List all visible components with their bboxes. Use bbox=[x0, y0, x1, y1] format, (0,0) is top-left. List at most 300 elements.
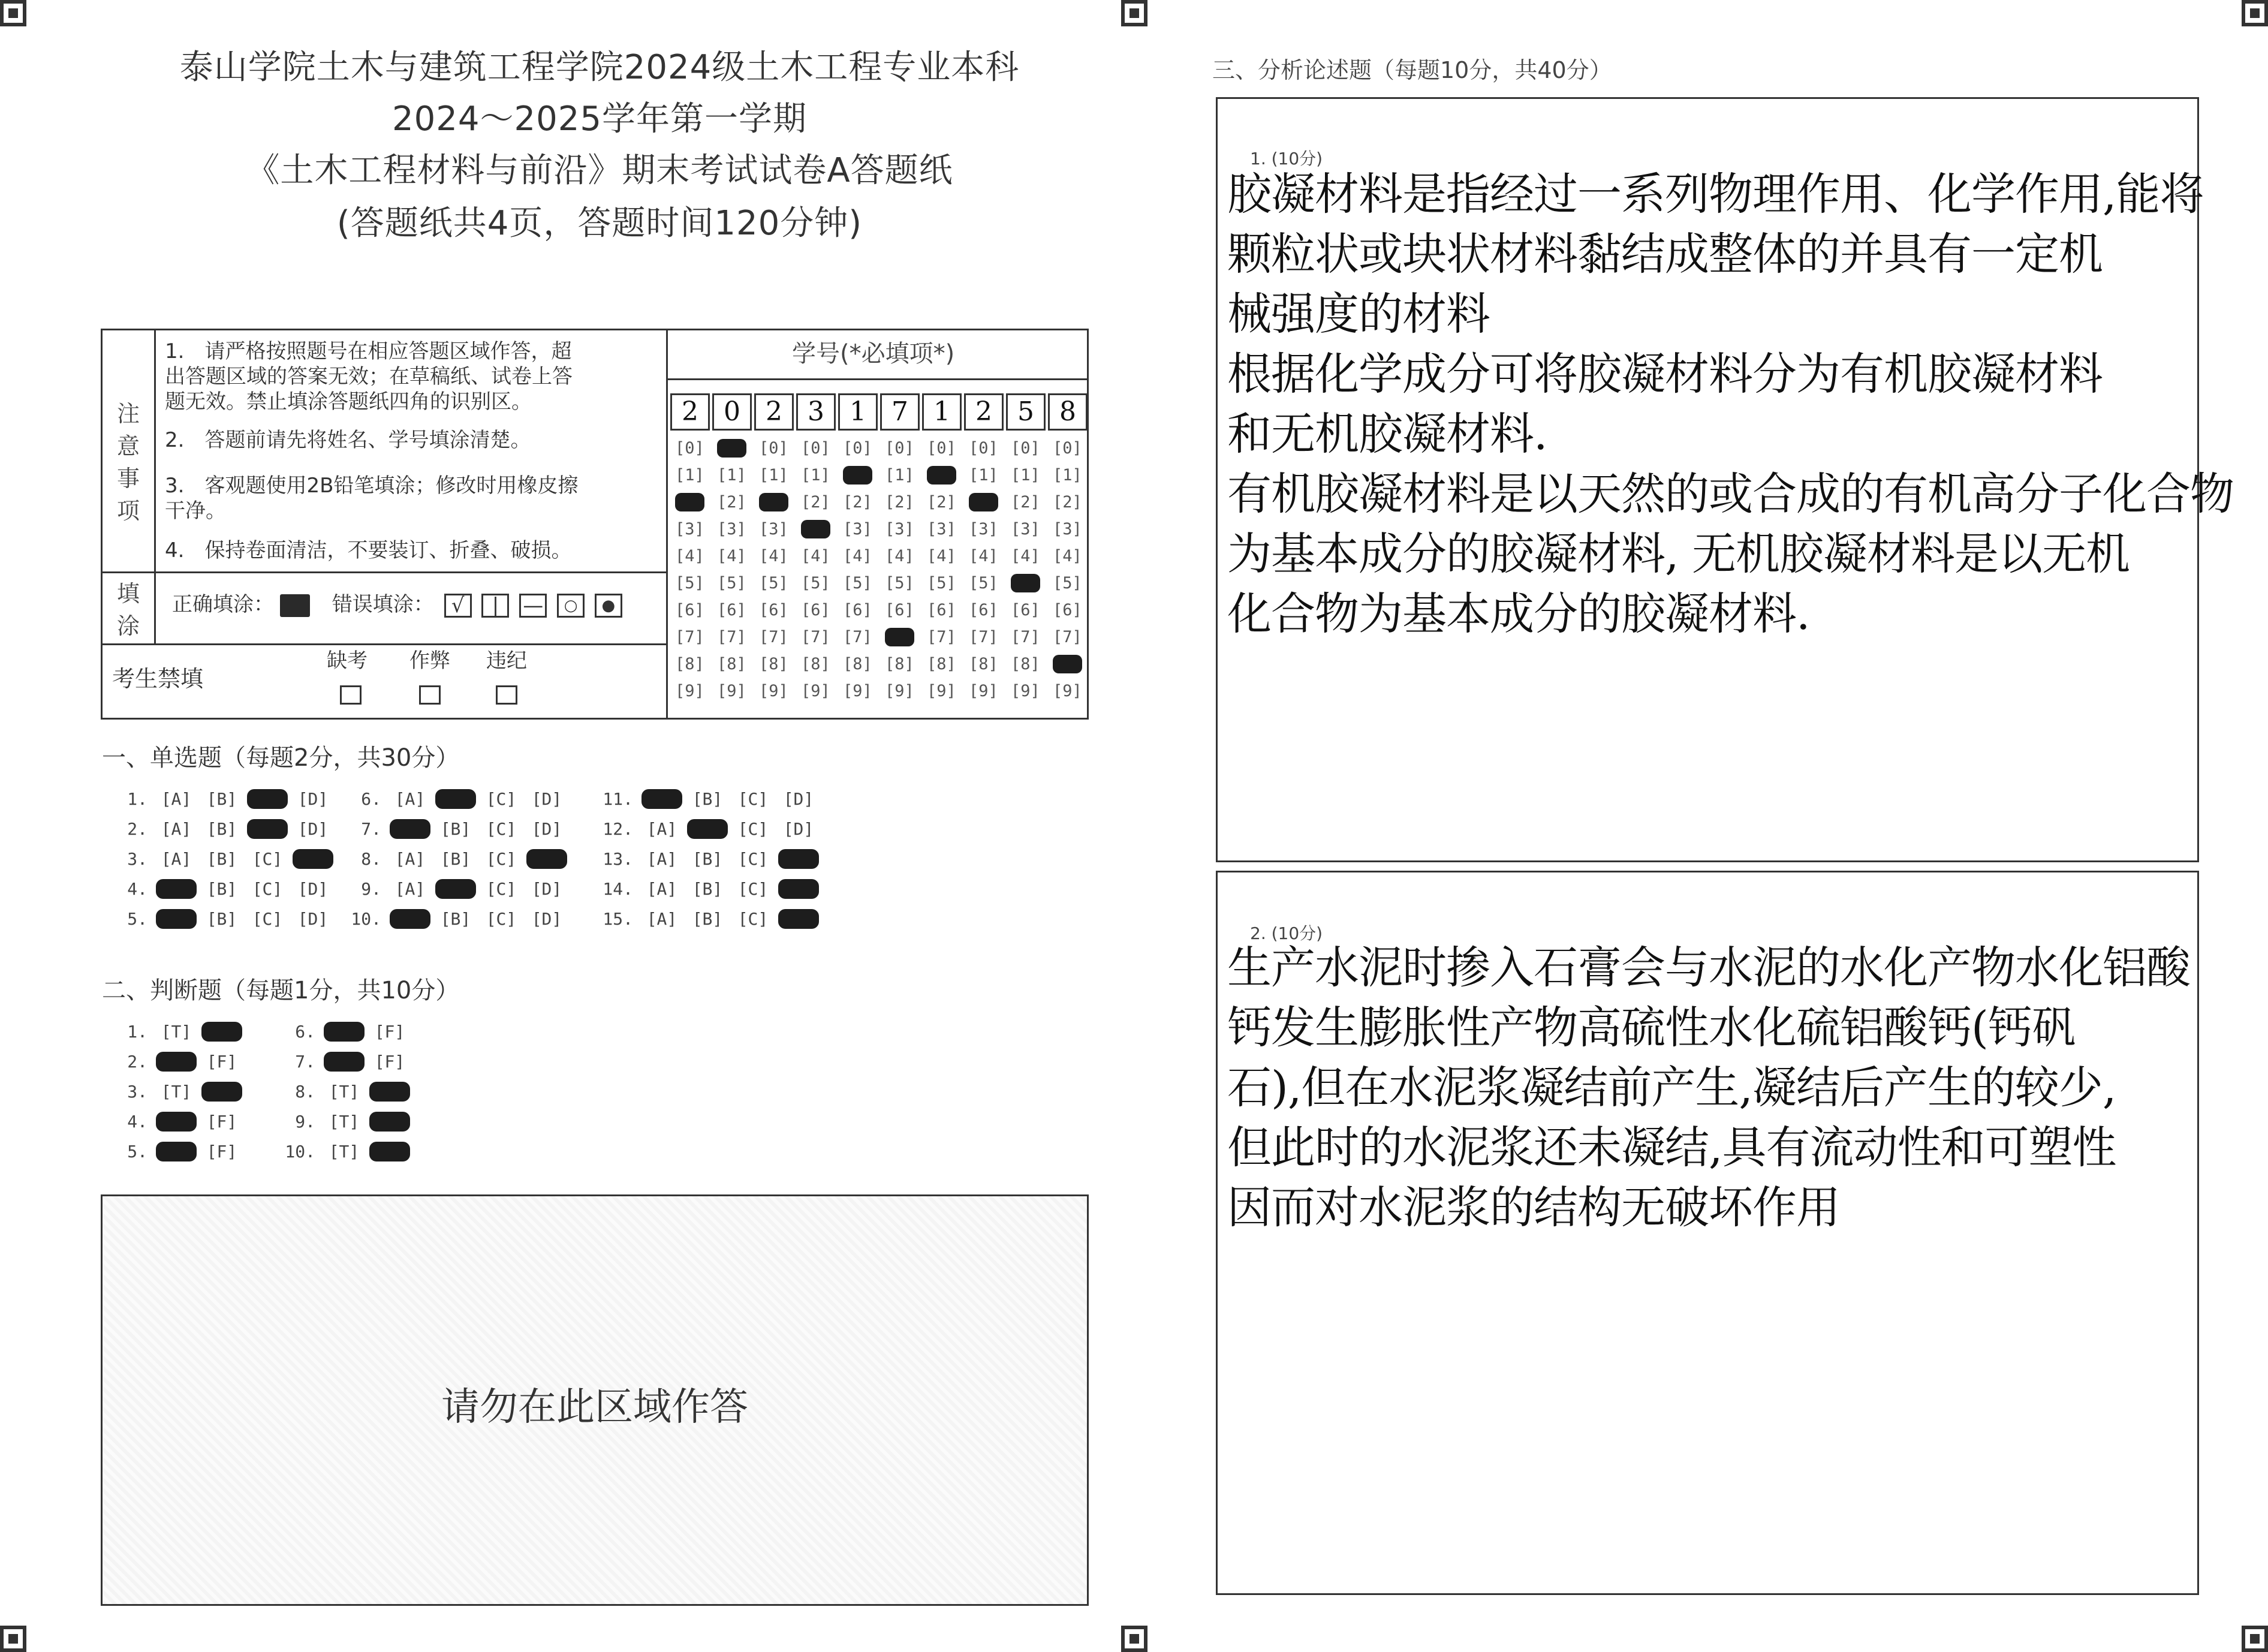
id-bubble[interactable]: [0] bbox=[1053, 439, 1082, 458]
question-number: 15. bbox=[603, 909, 633, 929]
id-bubble[interactable]: [8] bbox=[969, 655, 998, 673]
option-bubble[interactable]: [A] bbox=[161, 819, 192, 839]
section2-title: 二、判断题（每题1分，共10分） bbox=[102, 977, 460, 1004]
option-bubble[interactable]: [F] bbox=[206, 1052, 237, 1072]
notice-line-4: 2. 答题前请先将姓名、学号填涂清楚。 bbox=[165, 428, 531, 452]
student-id-digit: 1 bbox=[922, 393, 962, 431]
option-bubble[interactable]: [D] bbox=[783, 819, 814, 839]
question-number: 2. bbox=[127, 819, 147, 839]
option-bubble[interactable]: [D] bbox=[297, 909, 329, 929]
option-bubble[interactable]: [B] bbox=[206, 909, 237, 929]
single-choice-row bbox=[600, 819, 824, 839]
fill-rule-row bbox=[172, 592, 622, 618]
id-bubble[interactable]: [3] bbox=[759, 520, 788, 538]
id-bubble[interactable]: [0] bbox=[1011, 439, 1040, 458]
id-bubble[interactable]: [2] bbox=[717, 493, 746, 511]
section3-title: 三、分析论述题（每题10分，共40分） bbox=[1212, 57, 1612, 83]
option-bubble[interactable]: [B] bbox=[206, 879, 237, 899]
id-bubble[interactable]: [5] bbox=[717, 574, 746, 592]
id-bubble[interactable]: [2] bbox=[1053, 493, 1082, 511]
id-bubble[interactable]: [8] bbox=[843, 655, 872, 673]
single-choice-row bbox=[600, 909, 824, 929]
handwritten-line: 生产水泥时掺入石膏会与水泥的水化产物水化铝酸 bbox=[1227, 942, 2190, 994]
option-bubble[interactable]: [A] bbox=[161, 789, 192, 809]
id-bubble[interactable]: [7] bbox=[801, 628, 830, 646]
option-bubble-filled[interactable] bbox=[293, 849, 333, 869]
question-number: 5. bbox=[127, 909, 147, 929]
handwritten-line: 颗粒状或块状材料黏结成整体的并具有一定机 bbox=[1227, 228, 2103, 280]
option-bubble[interactable]: [B] bbox=[692, 849, 723, 869]
id-bubble[interactable]: [3] bbox=[675, 520, 704, 538]
id-bubble[interactable]: [0] bbox=[843, 439, 872, 458]
forbidden-label: 考生禁填 bbox=[112, 666, 204, 692]
registration-mark-top-left bbox=[0, 0, 26, 26]
question-number: 8. bbox=[295, 1082, 315, 1102]
option-bubble[interactable]: [B] bbox=[692, 909, 723, 929]
id-bubble[interactable]: [9] bbox=[843, 682, 872, 700]
option-bubble-filled[interactable] bbox=[369, 1082, 410, 1102]
id-bubble[interactable]: [6] bbox=[927, 601, 956, 619]
id-bubble[interactable]: [9] bbox=[717, 682, 746, 700]
id-bubble[interactable]: [2] bbox=[885, 493, 914, 511]
student-id-digit: 7 bbox=[880, 393, 920, 431]
option-bubble[interactable]: [T] bbox=[329, 1082, 360, 1102]
question-number: 13. bbox=[603, 849, 633, 869]
id-bubble[interactable]: [6] bbox=[969, 601, 998, 619]
wrong-mark-check: √ bbox=[444, 594, 472, 618]
section1-title: 一、单选题（每题2分，共30分） bbox=[102, 744, 460, 772]
question-number: 1. bbox=[127, 1022, 147, 1042]
option-bubble[interactable]: [F] bbox=[374, 1022, 405, 1042]
option-bubble[interactable]: [C] bbox=[737, 849, 769, 869]
id-bubble[interactable]: [2] bbox=[927, 493, 956, 511]
notice-line-5: 3. 客观题使用2B铅笔填涂；修改时用橡皮擦 bbox=[165, 474, 579, 498]
question-number: 11. bbox=[603, 789, 633, 809]
id-bubble[interactable]: [5] bbox=[801, 574, 830, 592]
option-bubble-filled[interactable] bbox=[435, 789, 476, 809]
id-bubble[interactable]: [9] bbox=[801, 682, 830, 700]
id-bubble[interactable]: [6] bbox=[1053, 601, 1082, 619]
single-choice-row bbox=[114, 849, 338, 869]
student-id-digit: 2 bbox=[670, 393, 710, 431]
header-line-4: (答题纸共4页，答题时间120分钟) bbox=[336, 204, 863, 243]
cheat-checkbox[interactable] bbox=[419, 685, 441, 705]
id-bubble[interactable]: [9] bbox=[1053, 682, 1082, 700]
option-bubble[interactable]: [D] bbox=[531, 909, 562, 929]
divider bbox=[666, 378, 1087, 380]
true-false-row bbox=[282, 1142, 415, 1161]
option-bubble[interactable]: [D] bbox=[783, 789, 814, 809]
answer-box-q2[interactable] bbox=[1216, 871, 2199, 1595]
option-bubble[interactable]: [C] bbox=[252, 849, 283, 869]
id-bubble-filled[interactable] bbox=[675, 493, 704, 511]
id-bubble-filled[interactable] bbox=[759, 493, 788, 511]
wrong-mark-dot: ● bbox=[595, 594, 622, 618]
option-bubble-filled[interactable] bbox=[156, 879, 197, 899]
q1-label: 1. (10分) bbox=[1250, 149, 1323, 168]
absent-checkbox[interactable] bbox=[340, 685, 362, 705]
answer-box-q1[interactable] bbox=[1216, 97, 2234, 862]
handwritten-line: 但此时的水泥浆还未凝结,具有流动性和可塑性 bbox=[1227, 1122, 2116, 1173]
divider bbox=[103, 643, 666, 645]
question-number: 3. bbox=[127, 1082, 147, 1102]
single-choice-row bbox=[348, 909, 572, 929]
student-id-digit: 8 bbox=[1048, 393, 1088, 431]
option-bubble[interactable]: [B] bbox=[692, 879, 723, 899]
question-number: 7. bbox=[295, 1052, 315, 1072]
id-bubble[interactable]: [1] bbox=[801, 466, 830, 485]
true-false-row bbox=[282, 1112, 415, 1132]
question-number: 14. bbox=[603, 879, 633, 899]
id-bubble[interactable]: [8] bbox=[717, 655, 746, 673]
registration-mark-top-center bbox=[1121, 0, 1147, 26]
id-bubble-filled[interactable] bbox=[843, 466, 872, 485]
option-bubble-filled[interactable] bbox=[369, 1142, 410, 1161]
fill-wrong-label: 错误填涂： bbox=[332, 592, 434, 616]
id-bubble[interactable]: [8] bbox=[885, 655, 914, 673]
option-bubble[interactable]: [B] bbox=[206, 819, 237, 839]
no-answer-zone bbox=[101, 1194, 1089, 1606]
student-id-digit: 2 bbox=[964, 393, 1004, 431]
id-bubble[interactable]: [1] bbox=[969, 466, 998, 485]
true-false-row bbox=[282, 1022, 415, 1042]
id-bubble[interactable]: [4] bbox=[1011, 547, 1040, 565]
option-bubble-filled[interactable] bbox=[778, 849, 819, 869]
single-choice-row bbox=[114, 819, 338, 839]
id-bubble[interactable]: [2] bbox=[801, 493, 830, 511]
handwritten-line: 胶凝材料是指经过一系列物理作用、化学作用,能将 bbox=[1227, 168, 2204, 220]
id-bubble[interactable]: [7] bbox=[717, 628, 746, 646]
handwritten-line: 因而对水泥浆的结构无破坏作用 bbox=[1227, 1182, 1840, 1233]
option-bubble-filled[interactable] bbox=[778, 879, 819, 899]
id-bubble[interactable]: [4] bbox=[1053, 547, 1082, 565]
question-number: 4. bbox=[127, 879, 147, 899]
id-bubble[interactable]: [6] bbox=[843, 601, 872, 619]
student-id-digit: 2 bbox=[754, 393, 794, 431]
question-number: 9. bbox=[361, 879, 381, 899]
notice-line-3: 题无效。禁止填涂答题纸四角的识别区。 bbox=[165, 390, 532, 414]
id-bubble-filled[interactable] bbox=[969, 493, 998, 511]
single-choice-row bbox=[600, 789, 824, 809]
id-bubble[interactable]: [1] bbox=[885, 466, 914, 485]
id-bubble[interactable]: [9] bbox=[675, 682, 704, 700]
id-bubble[interactable]: [4] bbox=[843, 547, 872, 565]
question-number: 3. bbox=[127, 849, 147, 869]
single-choice-row bbox=[114, 789, 338, 809]
wrong-mark-dash: — bbox=[519, 594, 547, 618]
single-choice-row bbox=[600, 879, 824, 899]
option-bubble[interactable]: [B] bbox=[440, 909, 471, 929]
id-bubble[interactable]: [5] bbox=[759, 574, 788, 592]
handwritten-line: 钙发生膨胀性产物高硫性水化硫铝酸钙(钙矾 bbox=[1227, 1002, 2076, 1054]
option-bubble[interactable]: [B] bbox=[440, 819, 471, 839]
id-bubble[interactable]: [7] bbox=[759, 628, 788, 646]
id-bubble[interactable]: [5] bbox=[675, 574, 704, 592]
id-bubble[interactable]: [7] bbox=[1011, 628, 1040, 646]
notice-line-6: 干净。 bbox=[165, 499, 226, 523]
id-bubble[interactable]: [7] bbox=[969, 628, 998, 646]
question-number: 1. bbox=[127, 789, 147, 809]
id-bubble-filled[interactable] bbox=[1053, 655, 1082, 673]
option-bubble[interactable]: [D] bbox=[297, 789, 329, 809]
id-bubble[interactable]: [1] bbox=[1053, 466, 1082, 485]
option-bubble-filled[interactable] bbox=[526, 849, 567, 869]
forbidden-violation-label: 违纪 bbox=[486, 649, 527, 673]
option-bubble[interactable]: [C] bbox=[737, 789, 769, 809]
violation-checkbox[interactable] bbox=[496, 685, 517, 705]
id-bubble[interactable]: [4] bbox=[927, 547, 956, 565]
correct-fill-sample bbox=[280, 594, 310, 617]
id-bubble[interactable]: [4] bbox=[675, 547, 704, 565]
option-bubble[interactable]: [C] bbox=[252, 879, 283, 899]
no-answer-text: 请勿在此区域作答 bbox=[441, 1385, 748, 1430]
question-number: 5. bbox=[127, 1142, 147, 1161]
option-bubble[interactable]: [A] bbox=[646, 849, 677, 869]
option-bubble[interactable]: [A] bbox=[394, 849, 426, 869]
notice-line-1: 1. 请严格按照题号在相应答题区域作答，超 bbox=[165, 339, 572, 363]
option-bubble[interactable]: [B] bbox=[440, 849, 471, 869]
question-number: 9. bbox=[295, 1112, 315, 1132]
option-bubble-filled[interactable] bbox=[369, 1112, 410, 1132]
id-bubble[interactable]: [6] bbox=[801, 601, 830, 619]
option-bubble-filled[interactable] bbox=[435, 879, 476, 899]
id-bubble[interactable]: [3] bbox=[1053, 520, 1082, 538]
wrong-mark-circle: ○ bbox=[557, 594, 585, 618]
handwritten-line: 为基本成分的胶凝材料, 无机胶凝材料是以无机 bbox=[1227, 528, 2130, 580]
header-line-2: 2024～2025学年第一学期 bbox=[391, 100, 808, 139]
option-bubble-filled[interactable] bbox=[390, 909, 430, 929]
id-bubble[interactable]: [0] bbox=[675, 439, 704, 458]
student-id-label: 学号(*必填项*) bbox=[792, 340, 955, 368]
id-bubble[interactable]: [9] bbox=[1011, 682, 1040, 700]
id-bubble[interactable]: [1] bbox=[1011, 466, 1040, 485]
id-bubble[interactable]: [6] bbox=[759, 601, 788, 619]
notice-label: 注意事项 bbox=[116, 401, 140, 524]
id-bubble[interactable]: [9] bbox=[885, 682, 914, 700]
id-bubble[interactable]: [3] bbox=[927, 520, 956, 538]
question-number: 4. bbox=[127, 1112, 147, 1132]
notice-line-2: 出答题区域的答案无效；在草稿纸、试卷上答 bbox=[165, 365, 573, 389]
id-bubble[interactable]: [8] bbox=[759, 655, 788, 673]
id-bubble[interactable]: [4] bbox=[885, 547, 914, 565]
id-bubble[interactable]: [4] bbox=[969, 547, 998, 565]
true-false-row bbox=[114, 1082, 247, 1102]
question-number: 10. bbox=[351, 909, 381, 929]
option-bubble[interactable]: [A] bbox=[646, 819, 677, 839]
id-bubble[interactable]: [8] bbox=[927, 655, 956, 673]
true-false-row bbox=[282, 1082, 415, 1102]
option-bubble-filled[interactable] bbox=[324, 1052, 365, 1072]
option-bubble[interactable]: [D] bbox=[531, 879, 562, 899]
true-false-row bbox=[282, 1052, 415, 1072]
option-bubble[interactable]: [F] bbox=[374, 1052, 405, 1072]
id-bubble[interactable]: [2] bbox=[843, 493, 872, 511]
handwritten-line: 和无机胶凝材料. bbox=[1227, 408, 1547, 460]
option-bubble-filled[interactable] bbox=[201, 1022, 242, 1042]
id-bubble[interactable]: [0] bbox=[927, 439, 956, 458]
question-number: 12. bbox=[603, 819, 633, 839]
student-id-digit: 5 bbox=[1006, 393, 1046, 431]
question-number: 10. bbox=[285, 1142, 315, 1161]
single-choice-row bbox=[348, 879, 572, 899]
option-bubble[interactable]: [C] bbox=[486, 849, 517, 869]
question-number: 6. bbox=[361, 789, 381, 809]
option-bubble[interactable]: [T] bbox=[329, 1112, 360, 1132]
id-bubble-filled[interactable] bbox=[927, 466, 956, 485]
id-bubble[interactable]: [3] bbox=[1011, 520, 1040, 538]
handwritten-line: 有机胶凝材料是以天然的或合成的有机高分子化合物 bbox=[1227, 468, 2234, 520]
id-bubble[interactable]: [5] bbox=[1053, 574, 1082, 592]
id-bubble-filled[interactable] bbox=[717, 439, 746, 458]
handwritten-line: 根据化学成分可将胶凝材料分为有机胶凝材料 bbox=[1227, 348, 2103, 400]
id-bubble[interactable]: [0] bbox=[885, 439, 914, 458]
id-bubble[interactable]: [5] bbox=[969, 574, 998, 592]
single-choice-row bbox=[348, 789, 572, 809]
option-bubble[interactable]: [C] bbox=[737, 879, 769, 899]
id-bubble[interactable]: [1] bbox=[717, 466, 746, 485]
option-bubble[interactable]: [C] bbox=[486, 819, 517, 839]
option-bubble[interactable]: [B] bbox=[206, 789, 237, 809]
student-id-digit: 1 bbox=[838, 393, 878, 431]
id-bubble[interactable]: [6] bbox=[1011, 601, 1040, 619]
single-choice-row bbox=[600, 849, 824, 869]
option-bubble[interactable]: [C] bbox=[737, 909, 769, 929]
id-bubble[interactable]: [7] bbox=[927, 628, 956, 646]
option-bubble-filled[interactable] bbox=[156, 1112, 197, 1132]
option-bubble-filled[interactable] bbox=[156, 1142, 197, 1161]
id-bubble[interactable]: [0] bbox=[969, 439, 998, 458]
option-bubble[interactable]: [B] bbox=[692, 789, 723, 809]
option-bubble[interactable]: [F] bbox=[206, 1112, 237, 1132]
id-bubble[interactable]: [7] bbox=[1053, 628, 1082, 646]
option-bubble[interactable]: [A] bbox=[394, 879, 426, 899]
id-bubble[interactable]: [4] bbox=[717, 547, 746, 565]
id-bubble[interactable]: [7] bbox=[675, 628, 704, 646]
id-bubble[interactable]: [3] bbox=[885, 520, 914, 538]
option-bubble[interactable]: [C] bbox=[486, 879, 517, 899]
id-bubble[interactable]: [9] bbox=[927, 682, 956, 700]
option-bubble-filled[interactable] bbox=[778, 909, 819, 929]
id-bubble-filled[interactable] bbox=[1011, 574, 1040, 592]
student-id-digit: 3 bbox=[796, 393, 836, 431]
option-bubble-filled[interactable] bbox=[247, 789, 288, 809]
id-bubble-filled[interactable] bbox=[801, 520, 830, 538]
option-bubble[interactable]: [A] bbox=[646, 879, 677, 899]
wrong-mark-bar: | bbox=[481, 594, 509, 618]
option-bubble[interactable]: [C] bbox=[737, 819, 769, 839]
option-bubble[interactable]: [D] bbox=[297, 879, 329, 899]
option-bubble[interactable]: [T] bbox=[329, 1142, 360, 1161]
id-bubble[interactable]: [3] bbox=[717, 520, 746, 538]
id-bubble[interactable]: [6] bbox=[675, 601, 704, 619]
option-bubble[interactable]: [C] bbox=[486, 909, 517, 929]
true-false-row bbox=[114, 1142, 247, 1161]
true-false-row bbox=[114, 1112, 247, 1132]
question-number: 2. bbox=[127, 1052, 147, 1072]
id-bubble-filled[interactable] bbox=[885, 628, 914, 646]
id-bubble[interactable]: [6] bbox=[885, 601, 914, 619]
divider bbox=[103, 571, 666, 573]
option-bubble-filled[interactable] bbox=[687, 819, 728, 839]
id-bubble[interactable]: [0] bbox=[801, 439, 830, 458]
header-line-1: 泰山学院土木与建筑工程学院2024级土木工程专业本科 bbox=[179, 48, 1020, 87]
option-bubble[interactable]: [C] bbox=[252, 909, 283, 929]
option-bubble-filled[interactable] bbox=[201, 1082, 242, 1102]
id-bubble[interactable]: [5] bbox=[843, 574, 872, 592]
forbidden-absent-label: 缺考 bbox=[327, 649, 368, 673]
question-number: 8. bbox=[361, 849, 381, 869]
id-bubble[interactable]: [1] bbox=[675, 466, 704, 485]
registration-mark-bottom-right bbox=[2242, 1626, 2268, 1652]
id-bubble[interactable]: [9] bbox=[759, 682, 788, 700]
fill-rule-label: 填涂 bbox=[116, 580, 140, 639]
id-bubble[interactable]: [7] bbox=[843, 628, 872, 646]
id-bubble[interactable]: [5] bbox=[885, 574, 914, 592]
question-number: 6. bbox=[295, 1022, 315, 1042]
option-bubble[interactable]: [D] bbox=[531, 789, 562, 809]
option-bubble[interactable]: [A] bbox=[161, 849, 192, 869]
registration-mark-bottom-left bbox=[0, 1626, 26, 1652]
forbidden-cheat-label: 作弊 bbox=[409, 649, 450, 673]
notice-line-7: 4. 保持卷面清洁，不要装订、折叠、破损。 bbox=[165, 538, 572, 562]
handwritten-line: 械强度的材料 bbox=[1227, 288, 1490, 340]
true-false-row bbox=[114, 1052, 247, 1072]
q2-label: 2. (10分) bbox=[1250, 923, 1323, 943]
option-bubble[interactable]: [C] bbox=[486, 789, 517, 809]
id-bubble[interactable]: [0] bbox=[759, 439, 788, 458]
header-line-3: 《土木工程材料与前沿》期末考试试卷A答题纸 bbox=[246, 151, 953, 190]
id-bubble[interactable]: [3] bbox=[843, 520, 872, 538]
option-bubble[interactable]: [D] bbox=[531, 819, 562, 839]
option-bubble-filled[interactable] bbox=[247, 819, 288, 839]
option-bubble[interactable]: [T] bbox=[161, 1082, 192, 1102]
single-choice-row bbox=[114, 879, 338, 899]
id-bubble[interactable]: [8] bbox=[1011, 655, 1040, 673]
option-bubble[interactable]: [A] bbox=[394, 789, 426, 809]
option-bubble-filled[interactable] bbox=[641, 789, 682, 809]
id-bubble[interactable]: [4] bbox=[759, 547, 788, 565]
option-bubble-filled[interactable] bbox=[390, 819, 430, 839]
option-bubble-filled[interactable] bbox=[156, 909, 197, 929]
single-choice-row bbox=[348, 819, 572, 839]
id-bubble[interactable]: [9] bbox=[969, 682, 998, 700]
handwritten-line: 石),但在水泥浆凝结前产生,凝结后产生的较少, bbox=[1227, 1062, 2116, 1114]
option-bubble[interactable]: [F] bbox=[206, 1142, 237, 1161]
option-bubble[interactable]: [A] bbox=[646, 909, 677, 929]
registration-mark-top-right bbox=[2242, 0, 2268, 26]
registration-mark-bottom-center bbox=[1121, 1626, 1147, 1652]
id-bubble[interactable]: [8] bbox=[675, 655, 704, 673]
id-bubble[interactable]: [6] bbox=[717, 601, 746, 619]
id-bubble[interactable]: [2] bbox=[1011, 493, 1040, 511]
true-false-row bbox=[114, 1022, 247, 1042]
student-id-digit: 0 bbox=[712, 393, 752, 431]
id-bubble[interactable]: [4] bbox=[801, 547, 830, 565]
option-bubble[interactable]: [B] bbox=[206, 849, 237, 869]
question-number: 7. bbox=[361, 819, 381, 839]
option-bubble-filled[interactable] bbox=[324, 1022, 365, 1042]
id-bubble[interactable]: [1] bbox=[759, 466, 788, 485]
id-bubble[interactable]: [5] bbox=[927, 574, 956, 592]
single-choice-row bbox=[348, 849, 572, 869]
id-bubble[interactable]: [3] bbox=[969, 520, 998, 538]
option-bubble[interactable]: [D] bbox=[297, 819, 329, 839]
handwritten-line: 化合物为基本成分的胶凝材料. bbox=[1227, 588, 1810, 640]
divider bbox=[154, 330, 156, 643]
option-bubble-filled[interactable] bbox=[156, 1052, 197, 1072]
option-bubble[interactable]: [T] bbox=[161, 1022, 192, 1042]
id-bubble[interactable]: [8] bbox=[801, 655, 830, 673]
